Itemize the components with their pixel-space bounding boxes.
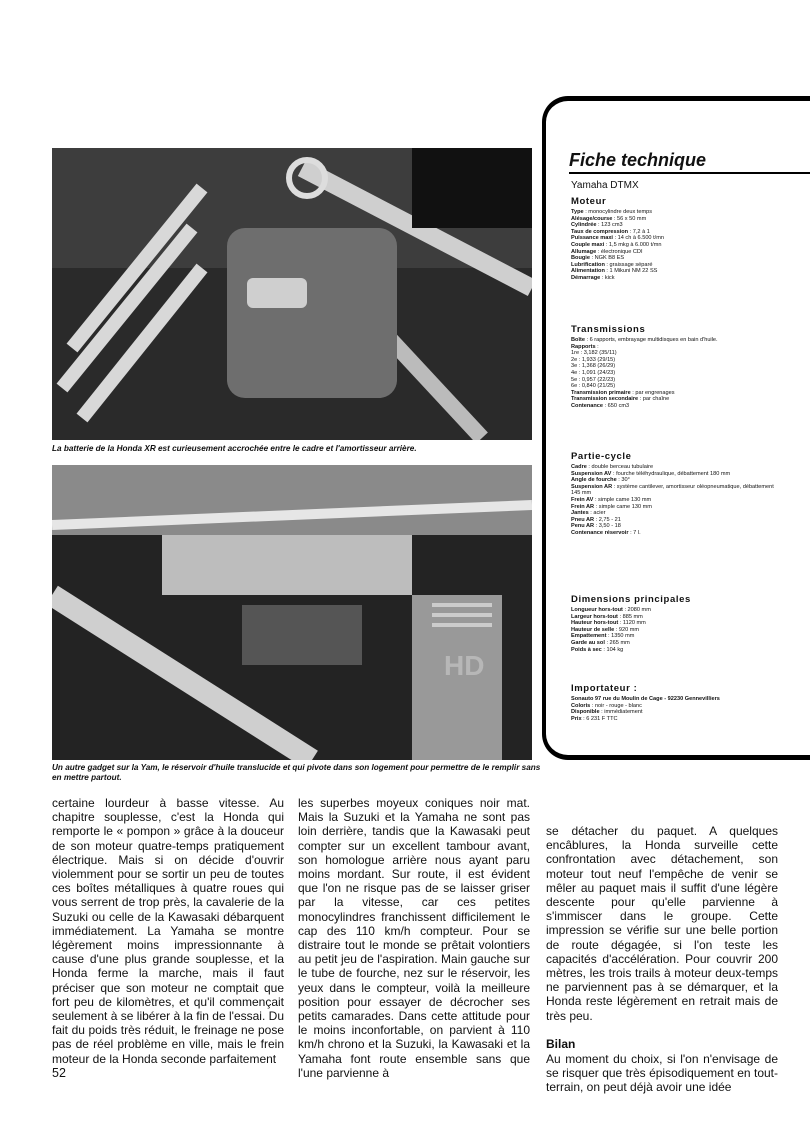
- fiche-spec-line: [571, 403, 783, 410]
- fiche-spec-value: : 1 Mikuni NM 22 SS: [604, 268, 658, 275]
- fiche-spec-line: [571, 383, 783, 390]
- fiche-spec-key: Angle de fourche: [571, 477, 617, 484]
- fiche-spec-key: Penu AR: [571, 523, 595, 530]
- fiche-section: [571, 451, 783, 537]
- fiche-spec-value: : 2080 mm: [622, 607, 651, 613]
- fiche-spec-key: Suspension AR: [571, 483, 613, 490]
- fiche-spec-key: Alésage/course: [571, 215, 613, 222]
- fiche-spec-line: [571, 517, 783, 524]
- fiche-spec-key: Lubrification: [571, 261, 605, 268]
- fiche-spec-value: : par engrenages: [630, 389, 675, 396]
- fiche-spec-key: Poids à sec: [571, 646, 602, 653]
- fiche-spec-value: : 104 kg: [601, 646, 624, 653]
- fiche-spec-key: Frein AV: [571, 496, 594, 503]
- fiche-spec-value: : 1,5 mkg à 6.000 t/mn: [604, 241, 662, 248]
- fiche-spec-line: [571, 357, 783, 364]
- fiche-spec-line: [571, 249, 783, 256]
- fiche-spec-value: : acier: [588, 510, 606, 517]
- fiche-spec-value: : 3,50 - 18: [594, 523, 621, 530]
- fiche-spec-value: : double berceau tubulaire: [586, 464, 654, 470]
- fiche-spec-line: [571, 350, 783, 357]
- fiche-spec-line: [571, 614, 783, 621]
- fiche-section: [571, 594, 783, 653]
- fiche-section-heading: Importateur :: [571, 683, 638, 694]
- fiche-spec-value: : 56 x 50 mm: [612, 215, 647, 222]
- caption-photo-2: Un autre gadget sur la Yam, le réservoir d'huile translucide et qui pivote dans son logement pour permettre de le remplir sans en mettre partout.: [52, 763, 541, 782]
- fiche-section-heading: Transmissions: [571, 324, 646, 335]
- fiche-spec-key: Hauteur de selle: [571, 626, 615, 633]
- article-column-2: les superbes moyeux coniques noir mat. Mais la Suzuki et la Yamaha ne sont pas loin derrière, tandis que la Kawasaki peut compter sur un excellent tambour avant, son homologue arrière nous ayant paru moins mordant. Sur route, il est évident que l'on ne risque pas de se laisser griser par la vitesse, car ces petites monocylindres franchissent difficilement le cap des 110 km/h compteur. Pour se distraire tout le monde se prêtait volontiers au petit jeu de l'aspiration. Main gauche sur le tube de fourche, nez sur le réservoir, les yeux dans le compteur, voilà la meilleure position pour essayer de décrocher ses petits camarades. Dans cette attitude pour le moins inconfortable, on parvient à 110 km/h chrono et la Suzuki, la Kawasaki et la Yamaha font route ensemble sans que l'une parvienne à: [298, 796, 530, 1080]
- fiche-spec-value: : 6 rapports, embrayage multidisques en bain d'huile.: [584, 337, 718, 343]
- fiche-spec-value: : simple came 130 mm: [593, 496, 652, 503]
- fiche-spec-line: [571, 471, 783, 478]
- fiche-spec-value: : NGK B8 ES: [589, 255, 625, 262]
- fiche-section: [571, 324, 783, 410]
- fiche-spec-value: : système cantilever, amortisseur oléopneumatique, débattement 145 mm: [571, 483, 774, 497]
- fiche-spec-key: Garde au sol: [571, 639, 605, 646]
- fiche-spec-key: Transmission secondaire: [571, 396, 639, 403]
- fiche-spec-line: [571, 216, 783, 223]
- fiche-spec-value: : électronique CDI: [596, 248, 643, 255]
- fiche-spec-value: : simple came 130 mm: [594, 503, 652, 510]
- fiche-spec-value: :: [595, 343, 599, 350]
- fiche-spec-value: : 7,2 à 1: [628, 228, 650, 235]
- caption-photo-1: La batterie de la Honda XR est curieusement accrochée entre le cadre et l'amortisseur arrière.: [52, 444, 417, 453]
- bilan-heading: Bilan: [546, 1037, 576, 1051]
- fiche-spec-key: Cylindrée: [571, 222, 597, 229]
- fiche-spec-line: [571, 275, 783, 282]
- fiche-spec-key: Suspension AV: [571, 470, 612, 477]
- photo-yamaha-oil-tank: [52, 465, 532, 760]
- fiche-section-heading: Dimensions principales: [571, 594, 691, 605]
- fiche-spec-line: [571, 209, 783, 216]
- fiche-spec-key: Frein AR: [571, 503, 595, 510]
- fiche-rule: [569, 172, 810, 174]
- fiche-spec-line: [571, 262, 783, 269]
- fiche-spec-key: Alimentation: [571, 268, 605, 275]
- fiche-spec-value: : 7 l.: [628, 529, 641, 536]
- fiche-spec-line: [571, 477, 783, 484]
- fiche-spec-value: 2e : 1,933 (29/15): [571, 356, 616, 363]
- fiche-section: [571, 196, 783, 282]
- fiche-spec-line: [571, 716, 783, 723]
- fiche-spec-line: [571, 255, 783, 262]
- fiche-spec-line: [571, 523, 783, 530]
- fiche-spec-key: Transmission primaire: [571, 389, 631, 396]
- fiche-spec-line: [571, 229, 783, 236]
- fiche-spec-key: Pneu AR: [571, 516, 595, 523]
- fiche-spec-line: [571, 268, 783, 275]
- fiche-title: Fiche technique: [569, 150, 707, 170]
- fiche-spec-line: [571, 620, 783, 627]
- fiche-spec-line: [571, 640, 783, 647]
- fiche-spec-key: Contenance réservoir: [571, 529, 629, 536]
- fiche-spec-line: [571, 633, 783, 640]
- fiche-spec-line: [571, 709, 783, 716]
- fiche-spec-key: Coloris: [571, 702, 591, 709]
- article-column-1: certaine lourdeur à basse vitesse. Au chapitre souplesse, c'est la Honda qui remporte le « pompon » grâce à la douceur de son moteur quatre-temps pratiquement électrique. Mais si on décide d'ouvrir violemment pour se sortir un peu de toutes ces boîtes métalliques à quatre roues qui vous serrent de trop près, la cavalerie de la Suzuki ou celle de la Kawasaki débarquent immédiatement. La Yamaha se montre légèrement moins impressionnante à cause d'une plus grande souplesse, et la Honda ferme la marche, mais il faut préciser que son moteur ne comptait que fort peu de kilomètres, et qu'il commençait seulement à se libérer à la fin de l'essai. Du fait du poids très réduit, le freinage ne pose pas de réel problème en ville, mais le frein moteur de la Honda seconde parfaitement: [52, 796, 284, 1066]
- fiche-section-heading: Moteur: [571, 196, 607, 207]
- fiche-spec-key: Cadre: [571, 464, 587, 470]
- fiche-spec-key: Disponible: [571, 709, 600, 716]
- fiche-spec-line: [571, 363, 783, 370]
- fiche-section: [571, 683, 783, 722]
- fiche-spec-key: Allumage: [571, 248, 597, 255]
- fiche-spec-value: : 1120 mm: [618, 620, 646, 627]
- fiche-spec-value: : 920 mm: [614, 626, 640, 633]
- fiche-spec-value: 5e : 0,957 (22/23): [571, 376, 616, 383]
- fiche-spec-key: Hauteur hors-tout: [571, 620, 619, 627]
- fiche-spec-line: [571, 370, 783, 377]
- photo-honda-battery: [52, 148, 532, 440]
- fiche-spec-key: Prix: [571, 715, 582, 722]
- fiche-spec-line: [571, 484, 783, 497]
- fiche-spec-value: : 265 mm: [604, 639, 630, 646]
- fiche-spec-key: Rapports: [571, 343, 596, 350]
- photo-yamaha-oil-tank-image: [52, 465, 532, 760]
- fiche-spec-line: [571, 337, 783, 344]
- fiche-spec-value: 6e : 0,840 (21/25): [571, 383, 616, 390]
- fiche-spec-line: [571, 530, 783, 537]
- fiche-spec-value: : graissage séparé: [604, 261, 653, 268]
- fiche-spec-line: [571, 344, 783, 351]
- fiche-spec-line: [571, 396, 783, 403]
- fiche-spec-value: : monocylindre deux temps: [583, 209, 653, 215]
- fiche-spec-key: Contenance: [571, 402, 604, 409]
- fiche-spec-key: Couple maxi: [571, 241, 605, 248]
- fiche-spec-line: [571, 464, 783, 471]
- fiche-spec-line: [571, 235, 783, 242]
- fiche-spec-value: 3e : 1,368 (26/29): [571, 363, 616, 370]
- fiche-spec-value: : 6 231 F TTC: [581, 715, 618, 722]
- fiche-spec-key: Longueur hors-tout: [571, 607, 623, 613]
- fiche-spec-line: [571, 222, 783, 229]
- fiche-spec-value: : 1350 mm: [606, 633, 635, 640]
- fiche-spec-line: [571, 390, 783, 397]
- photo-honda-battery-image: [52, 148, 532, 440]
- page-number: 52: [52, 1066, 66, 1080]
- watermark: HD: [444, 650, 485, 681]
- fiche-spec-key: Puissance maxi: [571, 235, 613, 242]
- fiche-spec-key: Sonauto 97 rue du Moulin de Cage - 92230 Gennevilliers: [571, 696, 720, 702]
- fiche-spec-line: [571, 242, 783, 249]
- fiche-section-heading: Partie-cycle: [571, 451, 632, 462]
- fiche-spec-value: : kick: [600, 274, 615, 281]
- fiche-spec-key: Bougie: [571, 255, 590, 262]
- fiche-spec-key: Empattement: [571, 633, 607, 640]
- fiche-spec-value: : 14 ch à 6.500 t/mn: [612, 235, 664, 242]
- fiche-spec-line: [571, 696, 783, 703]
- fiche-spec-key: Largeur hors-tout: [571, 613, 618, 620]
- fiche-spec-line: [571, 497, 783, 504]
- fiche-spec-line: [571, 647, 783, 654]
- article-column-3: se détacher du paquet. A quelques encâblures, la Honda surveille cette confrontation avec détachement, son moteur tout neuf l'empêche de venir se mêler au paquet mais il suffit d'une légère descente pour qu'elle parvienne à s'immiscer dans le groupe. Cette impression se vérifie sur une belle portion de route dégagée, si l'on teste les capacités d'accélération. Pour couvrir 200 mètres, les trois trails à moteur deux-temps ne parviennent pas à se démarquer, et la Honda reste légèrement en retrait mais de très peu.: [546, 824, 778, 1023]
- fiche-spec-key: Démarrage: [571, 274, 601, 281]
- fiche-spec-value: : 885 mm: [617, 613, 643, 620]
- fiche-spec-key: Jantes: [571, 510, 589, 517]
- fiche-spec-line: [571, 627, 783, 634]
- fiche-spec-line: [571, 607, 783, 614]
- fiche-spec-key: Taux de compression: [571, 228, 629, 235]
- fiche-spec-value: : 650 cm3: [603, 402, 630, 409]
- fiche-spec-key: Type: [571, 209, 584, 215]
- fiche-spec-value: 1re : 3,182 (35/11): [571, 350, 617, 357]
- fiche-spec-value: : immédiatement: [599, 709, 643, 716]
- fiche-spec-key: Boîte: [571, 337, 585, 343]
- fiche-spec-line: [571, 510, 783, 517]
- fiche-spec-value: : fourche téléhydraulique, débattement 180 mm: [611, 470, 731, 477]
- fiche-spec-value: : 123 cm3: [596, 222, 623, 229]
- fiche-spec-value: : 2,75 - 21: [594, 516, 621, 523]
- fiche-spec-value: : noir - rouge - blanc: [590, 702, 642, 709]
- fiche-spec-line: [571, 504, 783, 511]
- article-column-3-bilan: Au moment du choix, si l'on n'envisage de se risquer que très épisodiquement en tout-terrain, on peut déjà avoir une idée: [546, 1052, 778, 1095]
- fiche-spec-value: : par chaîne: [638, 396, 670, 403]
- fiche-spec-value: : 30°: [616, 477, 630, 484]
- fiche-spec-line: [571, 703, 783, 710]
- fiche-spec-value: 4e : 1,091 (24/23): [571, 369, 616, 376]
- fiche-model: Yamaha DTMX: [571, 180, 639, 191]
- fiche-spec-line: [571, 377, 783, 384]
